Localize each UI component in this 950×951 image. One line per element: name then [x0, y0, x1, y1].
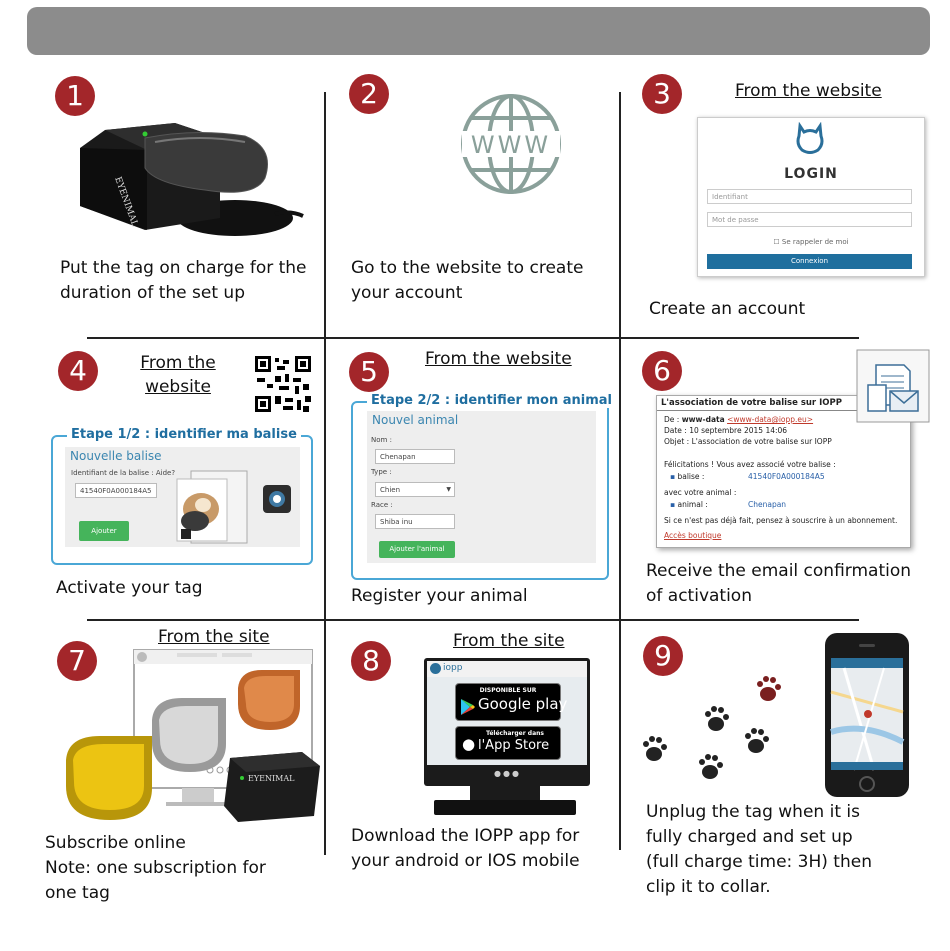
google-play-small: DISPONIBLE SUR	[479, 687, 537, 694]
step-number: 6	[642, 351, 682, 391]
grid-divider	[324, 92, 326, 338]
chevron-down-icon: ▼	[446, 486, 451, 493]
caption-line: Receive the email confirmation	[646, 561, 912, 581]
monitor-stand	[434, 800, 576, 815]
activate-tag-form	[51, 427, 313, 565]
add-animal-button[interactable]: Ajouter l'animal	[379, 541, 455, 558]
email-tag-line: ▪ balise :	[670, 472, 705, 481]
source-link[interactable]: From the website	[735, 81, 882, 101]
caption-line: Activate your tag	[56, 578, 203, 598]
www-text: WWW	[470, 131, 552, 159]
step-number: 3	[642, 74, 682, 114]
step-number: 7	[57, 641, 97, 681]
caption-line: of activation	[646, 586, 752, 606]
type-select[interactable]	[375, 482, 455, 497]
email-from	[664, 415, 813, 424]
breed-input[interactable]: Shiba inu	[375, 514, 455, 529]
caption-line: Download the IOPP app for	[351, 826, 580, 846]
caption-line: Register your animal	[351, 586, 528, 606]
source-line: From the	[140, 353, 216, 373]
grid-divider	[619, 92, 621, 338]
source-link[interactable]	[138, 351, 218, 399]
step-caption	[351, 256, 583, 306]
device-brand: EYENIMAL	[248, 774, 295, 783]
type-label: Type :	[371, 468, 392, 476]
paw-red	[757, 676, 781, 701]
app-store-small: Télécharger dans	[486, 730, 544, 737]
app-store-big: l'App Store	[478, 738, 550, 753]
iopp-logo-icon	[430, 663, 441, 674]
grid-divider	[324, 620, 326, 855]
from-address-link[interactable]: <www-data@iopp.eu>	[727, 415, 814, 424]
email-object: Objet : L'association de votre balise sur IOPP	[664, 437, 832, 446]
step-number: 8	[351, 641, 391, 681]
step-caption	[45, 831, 266, 906]
step-caption	[56, 576, 203, 601]
login-form	[697, 117, 925, 277]
register-animal-form	[351, 393, 613, 580]
type-select-value: Chien	[380, 486, 401, 494]
password-input[interactable]: Mot de passe	[707, 212, 912, 227]
globe-icon	[460, 93, 562, 195]
tag-id-label: Identifiant de la balise : Aide?	[71, 469, 176, 477]
email-congrats: Félicitations ! Vous avez associé votre balise :	[664, 460, 836, 469]
google-play-icon	[460, 698, 476, 716]
form-panel	[65, 447, 300, 547]
remember-me-checkbox[interactable]: ☐ Se rappeler de moi	[773, 238, 849, 246]
from-name: www-data	[681, 415, 725, 424]
caption-line: your account	[351, 283, 463, 303]
form-legend: Etape 2/2 : identifier mon animal	[367, 393, 616, 408]
animal-label: animal :	[677, 500, 708, 509]
from-label: De :	[664, 415, 682, 424]
form-panel	[367, 411, 596, 563]
caption-line: Subscribe online	[45, 833, 186, 853]
step-caption	[646, 800, 872, 900]
grid-divider	[619, 620, 621, 850]
monitor-frame	[424, 658, 590, 786]
step-number: 5	[349, 352, 389, 392]
site-nav	[427, 661, 587, 678]
email-animal-value: Chenapan	[748, 500, 787, 509]
site-brand: iopp	[443, 663, 463, 673]
step-caption	[649, 297, 805, 322]
caption-line: Go to the website to create	[351, 258, 584, 278]
source-link[interactable]: From the site	[158, 627, 270, 647]
grid-divider	[87, 619, 859, 621]
source-link[interactable]: From the website	[425, 349, 572, 369]
email-with-animal: avec votre animal :	[664, 488, 737, 497]
step-caption	[351, 584, 528, 609]
email-tag-value: 41540F0A000184A5	[748, 472, 825, 481]
monitor-controls: ●●●	[494, 769, 521, 778]
login-title: LOGIN	[784, 166, 838, 182]
grid-divider	[619, 338, 621, 620]
header-bar	[27, 7, 930, 55]
smartphone-map-illustration	[824, 632, 910, 798]
email-subject: L'association de votre balise sur IOPP	[657, 396, 910, 411]
app-store-button[interactable]	[455, 726, 561, 760]
source-line: website	[145, 377, 211, 397]
product-box-illustration	[173, 469, 251, 547]
mail-icon	[856, 349, 930, 423]
grid-divider	[87, 337, 859, 339]
caption-line: one tag	[45, 883, 110, 903]
caption-line: Note: one subscription for	[45, 858, 266, 878]
grid-divider	[324, 338, 326, 620]
source-link[interactable]: From the site	[453, 631, 565, 651]
step-caption	[646, 559, 911, 609]
step-number: 4	[58, 351, 98, 391]
qr-code-icon	[255, 356, 311, 412]
identifier-input[interactable]: Identifiant	[707, 189, 912, 204]
add-tag-button[interactable]: Ajouter	[79, 521, 129, 541]
apple-icon: ●	[462, 735, 476, 753]
step-number: 2	[349, 74, 389, 114]
panel-title: Nouvelle balise	[70, 449, 162, 463]
cat-logo-icon	[792, 122, 828, 156]
paw-prints-icon	[636, 676, 796, 796]
step-caption	[351, 824, 580, 874]
caption-line: Create an account	[649, 299, 806, 319]
caption-line: your android or IOS mobile	[351, 851, 580, 871]
caption-line: Put the tag on charge for the	[60, 258, 307, 278]
shop-illustration	[62, 648, 322, 823]
charger-device-illustration	[75, 118, 305, 243]
caption-line: fully charged and set up	[646, 827, 853, 847]
caption-line: clip it to collar.	[646, 877, 771, 897]
google-play-big: Google play	[478, 695, 568, 713]
form-legend: Etape 1/2 : identifier ma balise	[67, 427, 301, 442]
email-animal-line: ▪ animal :	[670, 500, 708, 509]
tag-id-input[interactable]: 41540F0A000184A5	[75, 483, 157, 498]
tag-illustration	[260, 482, 294, 518]
step-caption	[60, 256, 307, 306]
connect-button[interactable]: Connexion	[707, 254, 912, 269]
step-number: 9	[643, 636, 683, 676]
device-brand: EYENIMAL	[112, 175, 140, 229]
shop-link[interactable]: Accès boutique	[664, 531, 722, 540]
name-input[interactable]: Chenapan	[375, 449, 455, 464]
panel-title: Nouvel animal	[372, 413, 459, 427]
email-date: Date : 10 septembre 2015 14:06	[664, 426, 788, 435]
monitor-base	[470, 786, 540, 800]
breed-label: Race :	[371, 501, 393, 509]
google-play-button[interactable]	[455, 683, 568, 721]
step-number: 1	[55, 76, 95, 116]
caption-line: duration of the set up	[60, 283, 245, 303]
caption-line: Unplug the tag when it is	[646, 802, 860, 822]
caption-line: (full charge time: 3H) then	[646, 852, 872, 872]
name-label: Nom :	[371, 436, 392, 444]
email-subscribe: Si ce n'est pas déjà fait, pensez à souscrire à un abonnement.	[664, 516, 898, 525]
remember-me-label: Se rappeler de moi	[781, 238, 849, 246]
tag-label: balise :	[677, 472, 705, 481]
